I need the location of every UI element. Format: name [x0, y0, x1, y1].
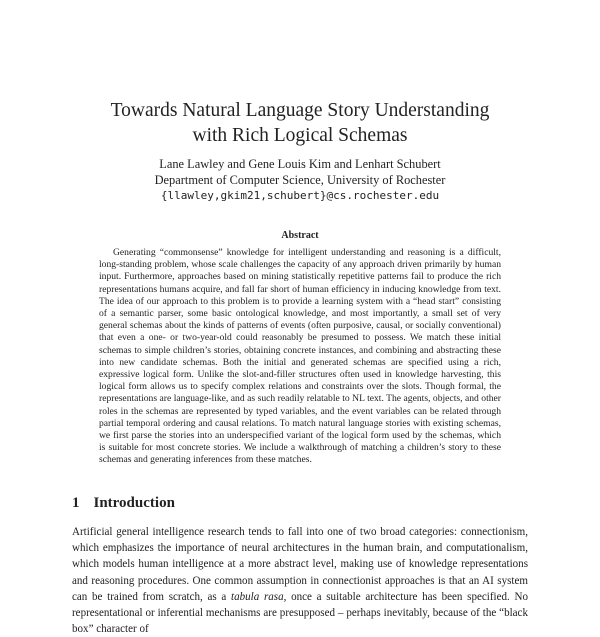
intro-text-part-2: , once a suitable architecture has been specified. No representational or inferential mechanisms are presupposed – perhaps inevitably, because of the “black box” character of — [72, 590, 528, 636]
author-names: Lane Lawley and Gene Louis Kim and Lenhart Schubert — [159, 157, 441, 171]
author-block — [0, 157, 600, 204]
intro-italic-term: tabula rasa — [231, 590, 284, 603]
abstract-paragraph: Generating “commonsense” knowledge for intelligent understanding and reasoning is a difficult, long-standing problem, whose scale challenges the capacity of any approach driven primarily by human input. Furthermore, approaches based on mining statistically repetitive patterns fail to produce the rich representations humans acquire, and fall far short of human efficiency in inducing knowledge from text. The idea of our approach to this problem is to provide a learning system with a “head start” consisting of a semantic parser, some basic ontological knowledge, and most importantly, a small set of very general schemas about the kinds of patterns of events (often purposive, causal, or socially conventional) that even a one- or two-year-old could reasonably be presumed to possess. We match these initial schemas to simple children’s stories, obtaining concrete instances, and combining and abstracting these into new candidate schemas. Both the initial and generated schemas are specified using a rich, expressive logical form. Unlike the slot-and-filler structures often used in knowledge harvesting, this logical form allows us to specify complex relations and constraints over the slots. Though formal, the representations are language-like, and as such readily relatable to NL text. The agents, objects, and other roles in the schemas are represented by typed variables, and the event variables can be related through partial temporal ordering and causal relations. To match natural language stories with existing schemas, we first parse the stories into an underspecified variant of the logical form used by the schemas, which is suitable for most concrete stories. We include a walkthrough of matching a children’s story to these schemas and generating inferences from these matches. — [99, 247, 501, 466]
section-number: 1 — [72, 495, 80, 511]
paper-title — [0, 98, 600, 148]
title-line-2: with Rich Logical Schemas — [192, 125, 408, 146]
title-line-1: Towards Natural Language Story Understanding — [110, 100, 490, 121]
abstract-body — [99, 247, 501, 467]
section-heading — [72, 495, 175, 512]
intro-text-part-1: Artificial general intelligence research tends to fall into one of two broad categories: connectionism, which emphasizes the importance of neural architectures in the human brain, and computationalism, which models human intelligence at a more abstract level, making use of knowledge representations and reasoning procedures. One common assumption in connectionist approaches is that an AI system can be trained from scratch, as a — [72, 526, 528, 603]
intro-paragraph — [72, 524, 528, 637]
author-affiliation: Department of Computer Science, University of Rochester — [154, 172, 446, 187]
author-email: {llawley,gkim21,schubert}@cs.rochester.edu — [160, 189, 440, 202]
section-title: Introduction — [93, 495, 175, 511]
abstract-heading: Abstract — [281, 230, 319, 241]
introduction-body — [72, 524, 528, 637]
